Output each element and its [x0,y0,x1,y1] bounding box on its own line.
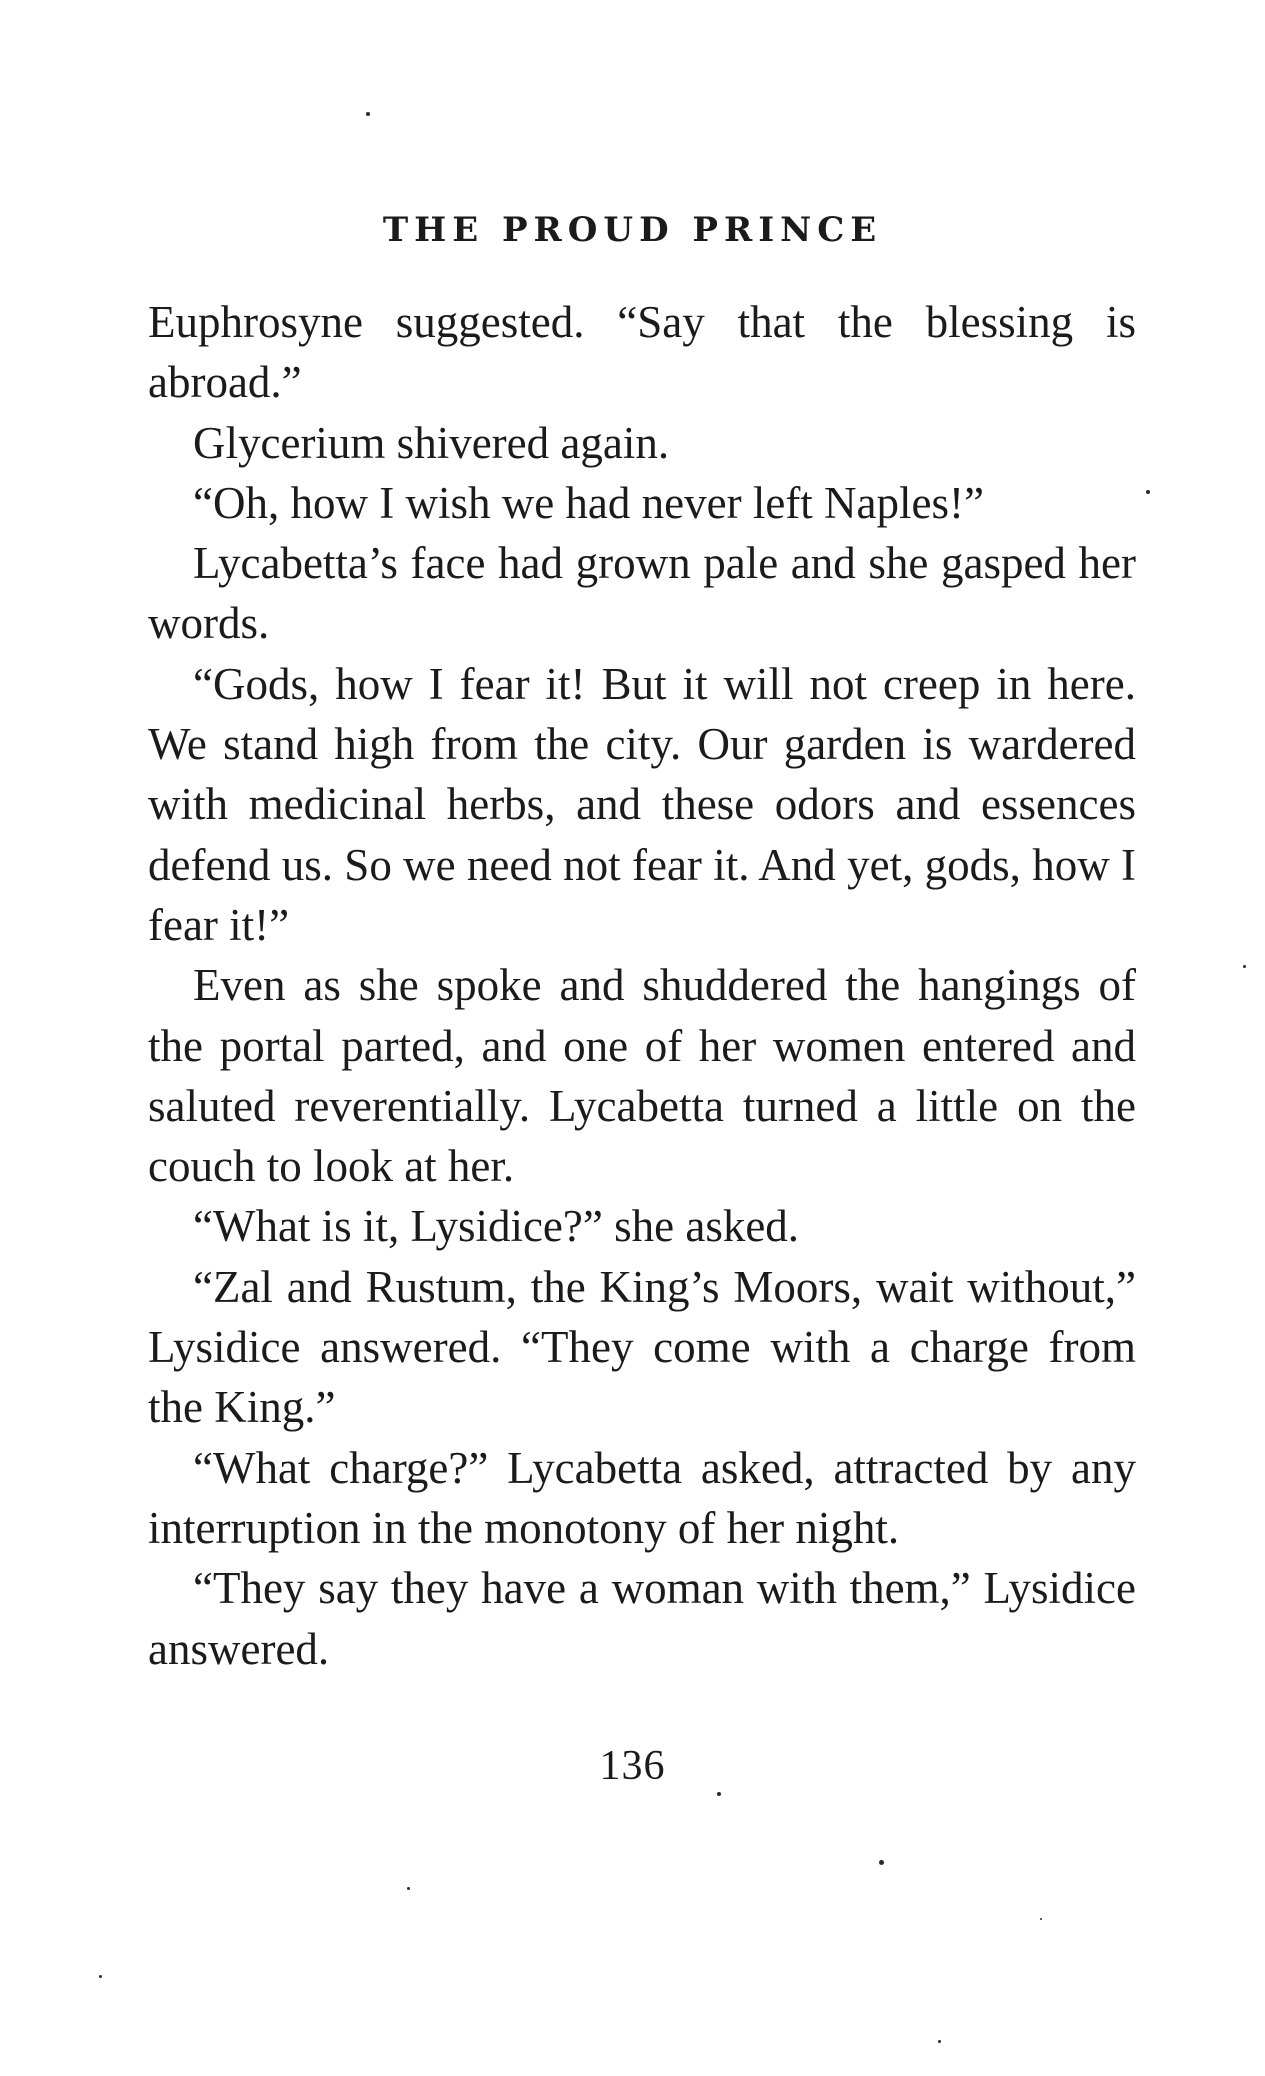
paragraph: “What is it, Lysidice?” she asked. [193,1201,800,1252]
paragraph: Even as she spoke and shuddered the hangings of the portal parted, and one of her women entered and saluted reverentially. Lycabetta turned a little on the couch to look at her. [148,960,1136,1192]
paragraph: “What charge?” Lycabetta asked, attracted by any interruption in the monotony of her night. [148,1442,1136,1553]
paragraph: Glycerium shivered again. [193,417,670,468]
scan-speck [938,2040,941,2043]
scan-speck [879,1860,884,1865]
scan-speck [366,112,370,116]
paragraph-continuation: Euphrosyne suggested. “Say that the blessing is abroad.” [148,297,1136,408]
running-head: THE PROUD PRINCE [382,210,883,250]
scan-speck [1146,490,1150,494]
body-text [148,292,1136,1679]
paragraph: Lycabetta’s face had grown pale and she gasped her words. [148,538,1136,649]
scan-speck [1040,1918,1042,1920]
scan-speck [99,1975,102,1978]
paragraph: “Oh, how I wish we had never left Naples!” [193,477,984,528]
paragraph: “They say they have a woman with them,” Lysidice answered. [148,1563,1136,1674]
paragraph: “Zal and Rustum, the King’s Moors, wait without,” Lysidice answered. “They come with a charge from the King.” [148,1261,1136,1433]
paragraph: “Gods, how I fear it! But it will not creep in here. We stand high from the city. Our garden is wardered with medicinal herbs, and these odors and essences defend us. So we need not fear it. And yet, gods, how I fear it!” [148,658,1136,950]
page-number: 136 [599,1743,666,1789]
scan-speck [717,1792,721,1796]
scan-speck [407,1887,410,1890]
scan-speck [1243,965,1246,968]
